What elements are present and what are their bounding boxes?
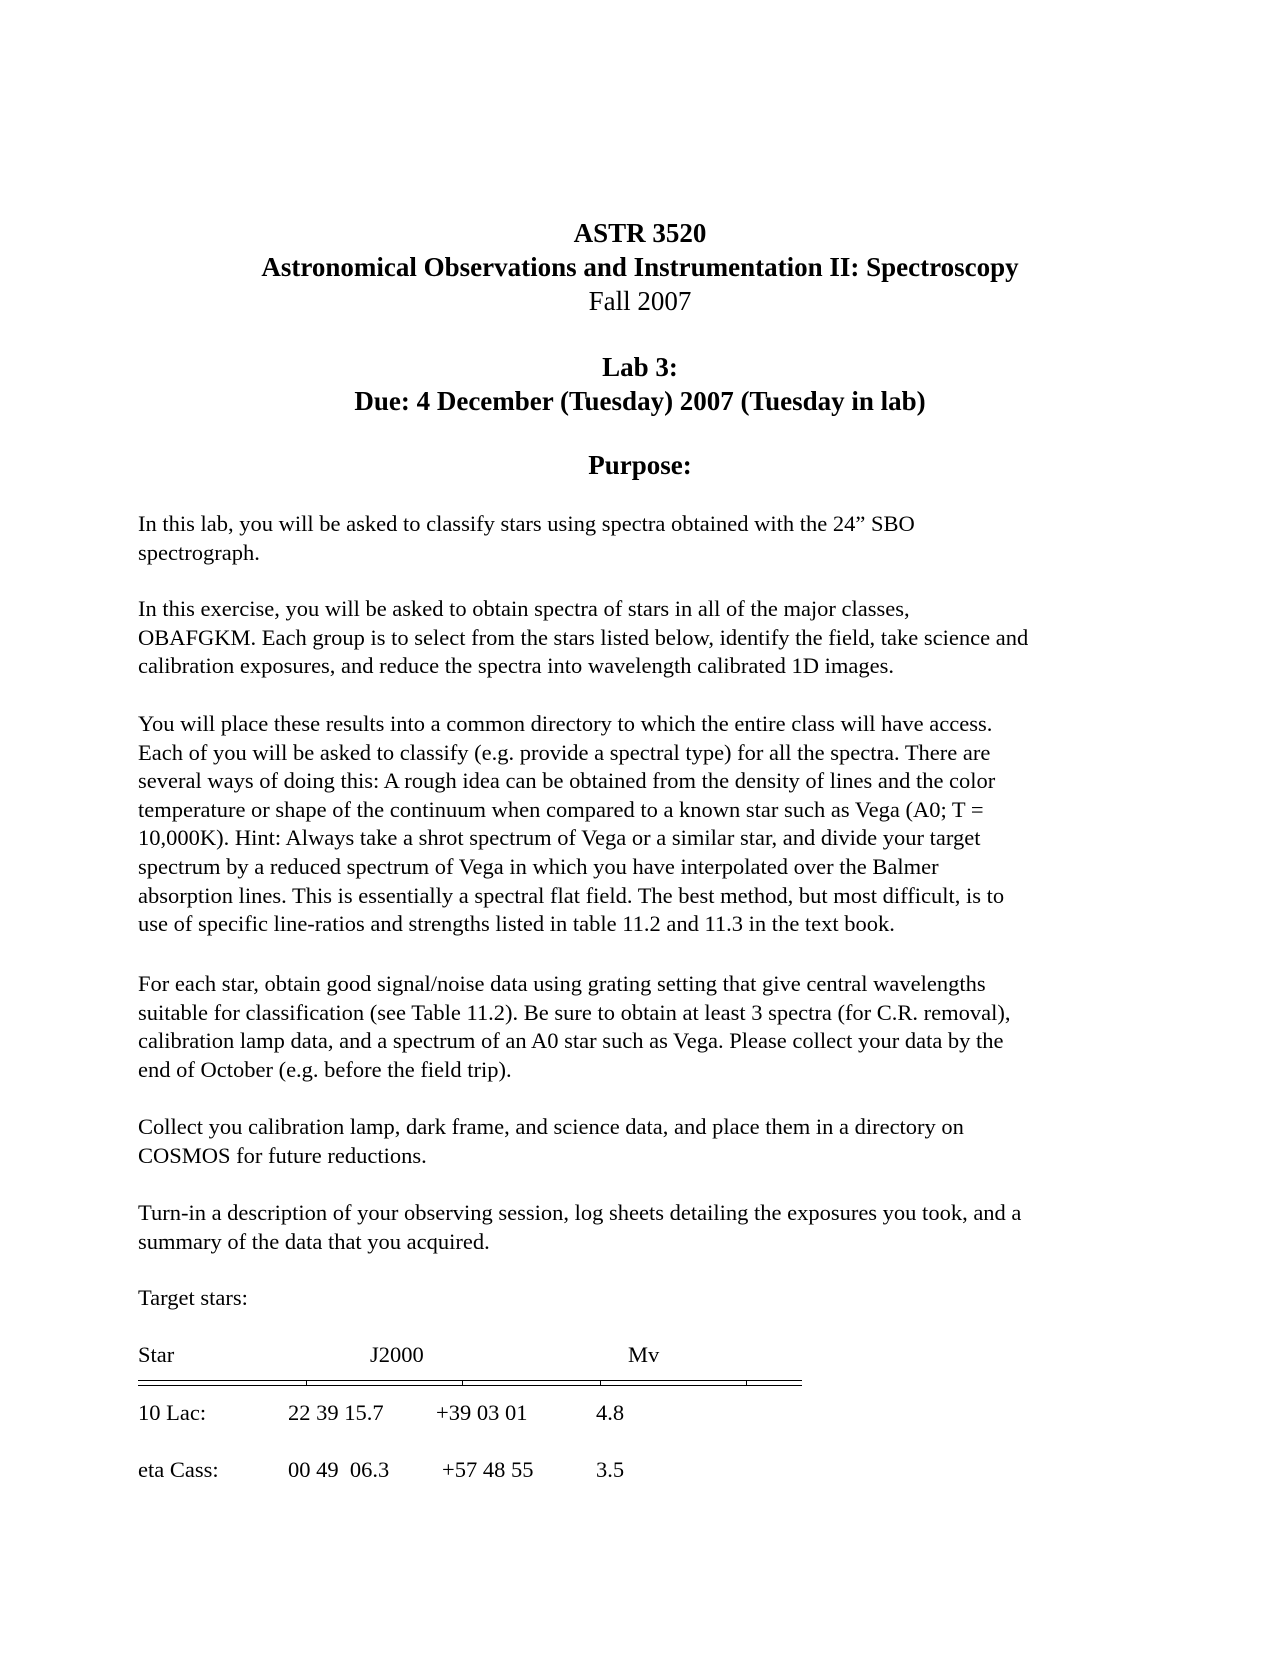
rule-tick [462,1380,463,1386]
text-line: In this exercise, you will be asked to obtain spectra of stars in all of the major classes, [138,596,910,621]
purpose-heading: Purpose: [588,450,692,480]
row-ra: 00 49 06.3 [288,1457,390,1482]
paragraph-collect [138,1113,1148,1170]
row-star: eta Cass: [138,1457,219,1482]
text-line: temperature or shape of the continuum when compared to a known star such as Vega (A0; T = [138,796,984,822]
rule-tick [306,1380,307,1386]
row-mv: 4.8 [596,1400,625,1425]
text-line: calibration exposures, and reduce the spectra into wavelength calibrated 1D images. [138,653,894,679]
text-line: end of October (e.g. before the field trip). [138,1056,512,1082]
paragraph-observing [138,970,1148,1084]
header-mv: Mv [628,1342,660,1367]
text-line: Turn-in a description of your observing session, log sheets detailing the exposures you took, and a [138,1200,1022,1225]
row-mv: 3.5 [596,1457,625,1482]
table-double-rule [138,1380,802,1386]
text-line: calibration lamp data, and a spectrum of an A0 star such as Vega. Please collect your data by the [138,1028,1004,1054]
course-number: ASTR 3520 [573,218,707,248]
header-j2000: J2000 [370,1342,424,1367]
text-line: 10,000K). Hint: Always take a shrot spectrum of Vega or a similar star, and divide your target [138,825,981,851]
rule-tick [746,1380,747,1386]
text-line: Each of you will be asked to classify (e.g. provide a spectral type) for all the spectra. There are [138,739,991,765]
text-line: absorption lines. This is essentially a spectral flat field. The best method, but most difficult, is to [138,882,1005,908]
text-line: suitable for classification (see Table 11.2). Be sure to obtain at least 3 spectra (for C.R. removal), [138,999,1011,1025]
paragraph-intro [138,510,1148,567]
row-star: 10 Lac: [138,1400,207,1425]
row-dec: +57 48 55 [442,1457,534,1482]
rule-tick [600,1380,601,1386]
lab-number: Lab 3: [602,352,678,382]
text-line: OBAFGKM. Each group is to select from the stars listed below, identify the field, take science and [138,624,1029,650]
row-dec: +39 03 01 [436,1400,528,1425]
text-line: COSMOS for future reductions. [138,1142,427,1168]
due-date: Due: 4 December (Tuesday) 2007 (Tuesday in lab) [354,386,926,416]
text-line: Target stars: [138,1285,248,1310]
row-ra: 22 39 15.7 [288,1400,384,1425]
paragraph-turn-in [138,1199,1148,1256]
text-line: In this lab, you will be asked to classify stars using spectra obtained with the 24” SBO [138,511,915,536]
text-line: use of specific line-ratios and strengths listed in table 11.2 and 11.3 in the text book. [138,911,895,937]
target-stars-label [138,1284,1148,1313]
text-line: several ways of doing this: A rough idea can be obtained from the density of lines and the color [138,768,996,794]
paragraph-classification [138,710,1148,939]
text-line: spectrograph. [138,539,260,565]
header-star: Star [138,1342,175,1367]
text-line: spectrum by a reduced spectrum of Vega in which you have interpolated over the Balmer [138,853,939,879]
text-line: summary of the data that you acquired. [138,1228,490,1254]
paragraph-exercise [138,595,1148,681]
term: Fall 2007 [588,286,692,316]
text-line: Collect you calibration lamp, dark frame, and science data, and place them in a directory on [138,1114,964,1139]
text-line: For each star, obtain good signal/noise data using grating setting that give central wavelengths [138,971,986,996]
document-title: Astronomical Observations and Instrumentation II: Spectroscopy [261,252,1019,282]
text-line: You will place these results into a common directory to which the entire class will have access. [138,711,993,736]
